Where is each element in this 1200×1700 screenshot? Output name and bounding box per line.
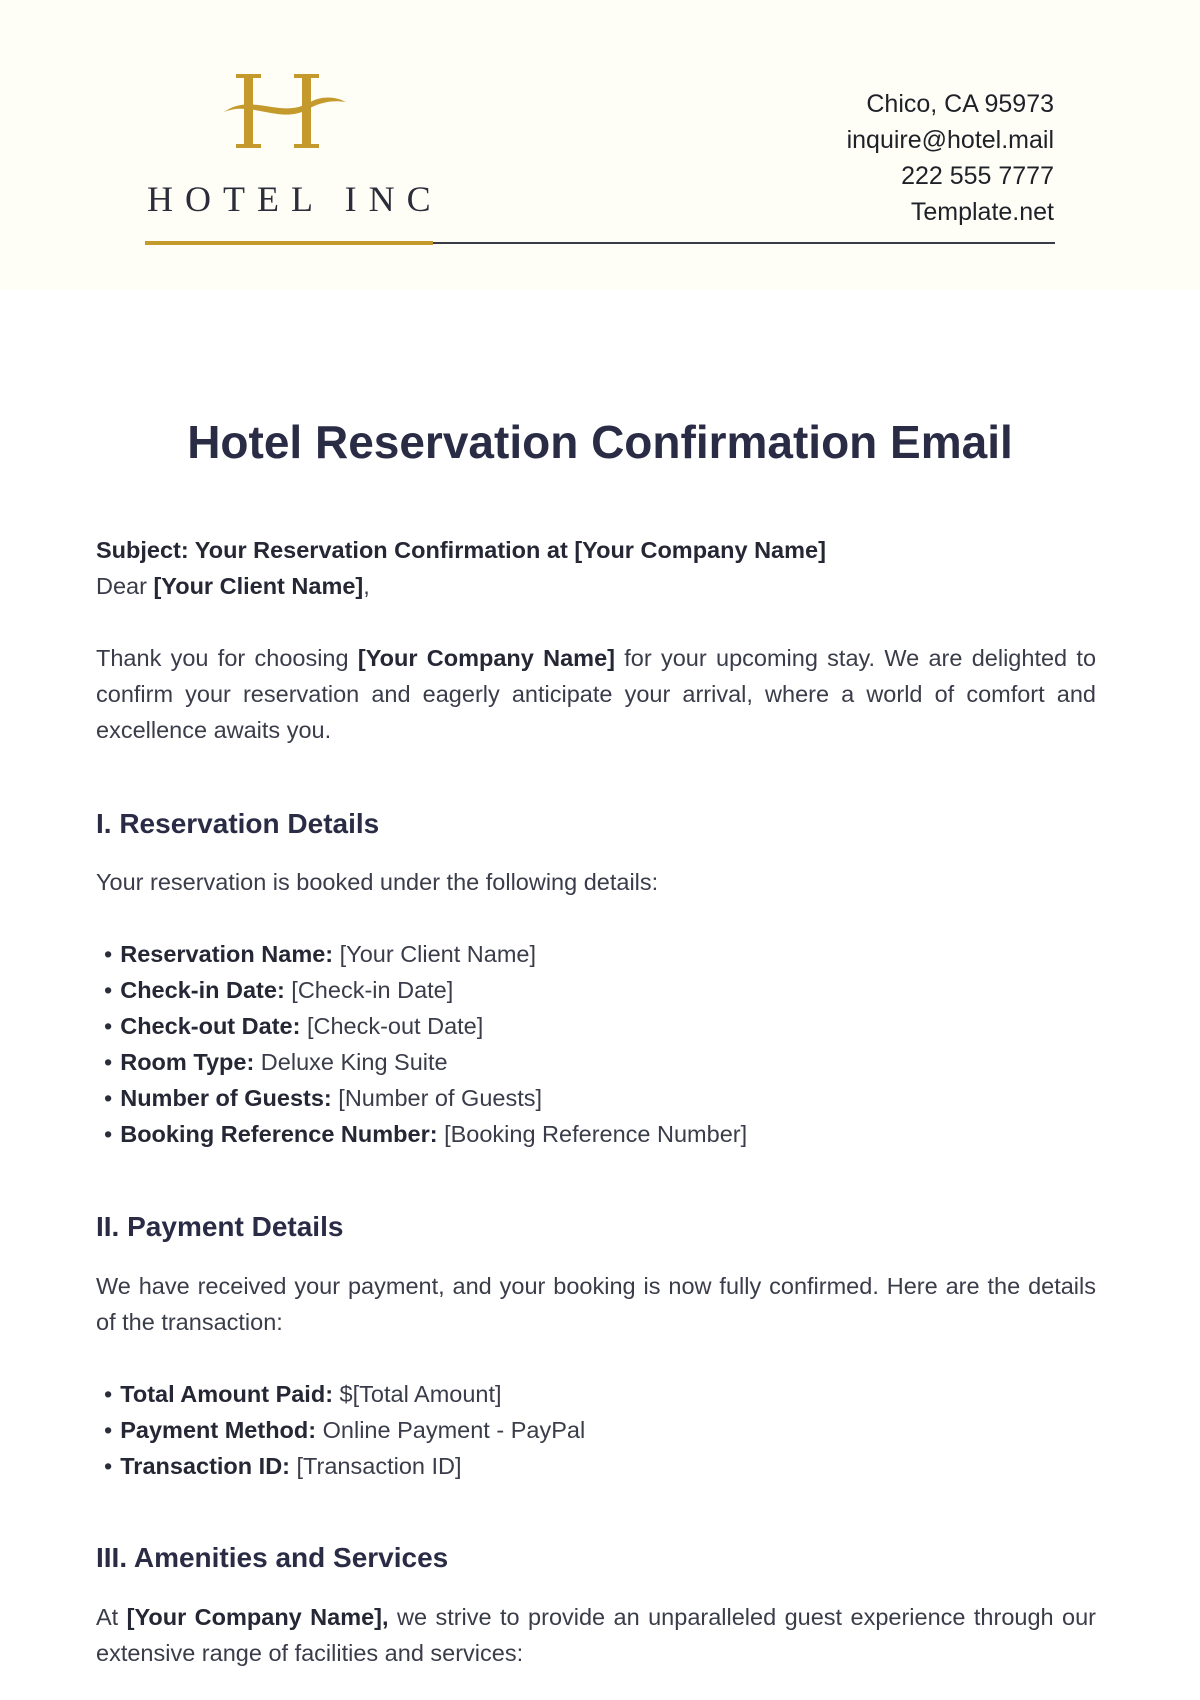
letterhead — [0, 0, 1200, 290]
page-title: Hotel Reservation Confirmation Email — [187, 416, 1013, 468]
list-item: • Total Amount Paid: $[Total Amount] — [104, 1376, 1096, 1412]
list-item: • Number of Guests: [Number of Guests] — [104, 1080, 1096, 1116]
hotel-logo — [147, 66, 443, 219]
section-payment-heading: II. Payment Details — [96, 1211, 344, 1242]
section-reservation-text: Your reservation is booked under the following details: — [96, 869, 659, 895]
list-item: • Room Type: Deluxe King Suite — [104, 1044, 1096, 1080]
list-item: • Booking Reference Number: [Booking Reference Number] — [104, 1116, 1096, 1152]
email-opening — [96, 532, 1096, 604]
logo-wordmark: HOTEL INC — [147, 179, 443, 219]
section-amenities-text: At [Your Company Name], we strive to provide an unparalleled guest experience through our extensive range of facilities and services: — [96, 1604, 1096, 1666]
section-payment-text: We have received your payment, and your booking is now fully confirmed. Here are the details of the transaction: — [96, 1273, 1096, 1335]
payment-details-list — [96, 1376, 1096, 1484]
section-reservation-heading: I. Reservation Details — [96, 808, 380, 839]
contact-address: Chico, CA 95973 — [866, 90, 1054, 118]
list-item: • Check-in Date: [Check-in Date] — [104, 972, 1096, 1008]
reservation-details-list — [96, 936, 1096, 1152]
contact-website[interactable]: Template.net — [910, 198, 1054, 226]
contact-block — [847, 86, 1054, 230]
list-item: • Check-out Date: [Check-out Date] — [104, 1008, 1096, 1044]
h-monogram-icon — [222, 66, 352, 156]
list-item: • Transaction ID: [Transaction ID] — [104, 1448, 1096, 1484]
list-item: • Payment Method: Online Payment - PayPal — [104, 1412, 1096, 1448]
contact-email[interactable]: inquire@hotel.mail — [846, 126, 1054, 154]
section-amenities-heading: III. Amenities and Services — [96, 1542, 449, 1573]
list-item: • Reservation Name: [Your Client Name] — [104, 936, 1096, 972]
header-divider — [433, 242, 1055, 244]
header-divider-gold — [145, 241, 433, 245]
intro-paragraph: Thank you for choosing [Your Company Name] for your upcoming stay. We are delighted to confirm your reservation and eagerly anticipate your arrival, where a world of comfort and excellence awaits you. — [96, 645, 1097, 743]
greeting: Dear [Your Client Name], — [96, 573, 370, 599]
subject-line: Subject: Your Reservation Confirmation at [Your Company Name] — [96, 537, 826, 563]
contact-phone[interactable]: 222 555 7777 — [901, 162, 1054, 190]
